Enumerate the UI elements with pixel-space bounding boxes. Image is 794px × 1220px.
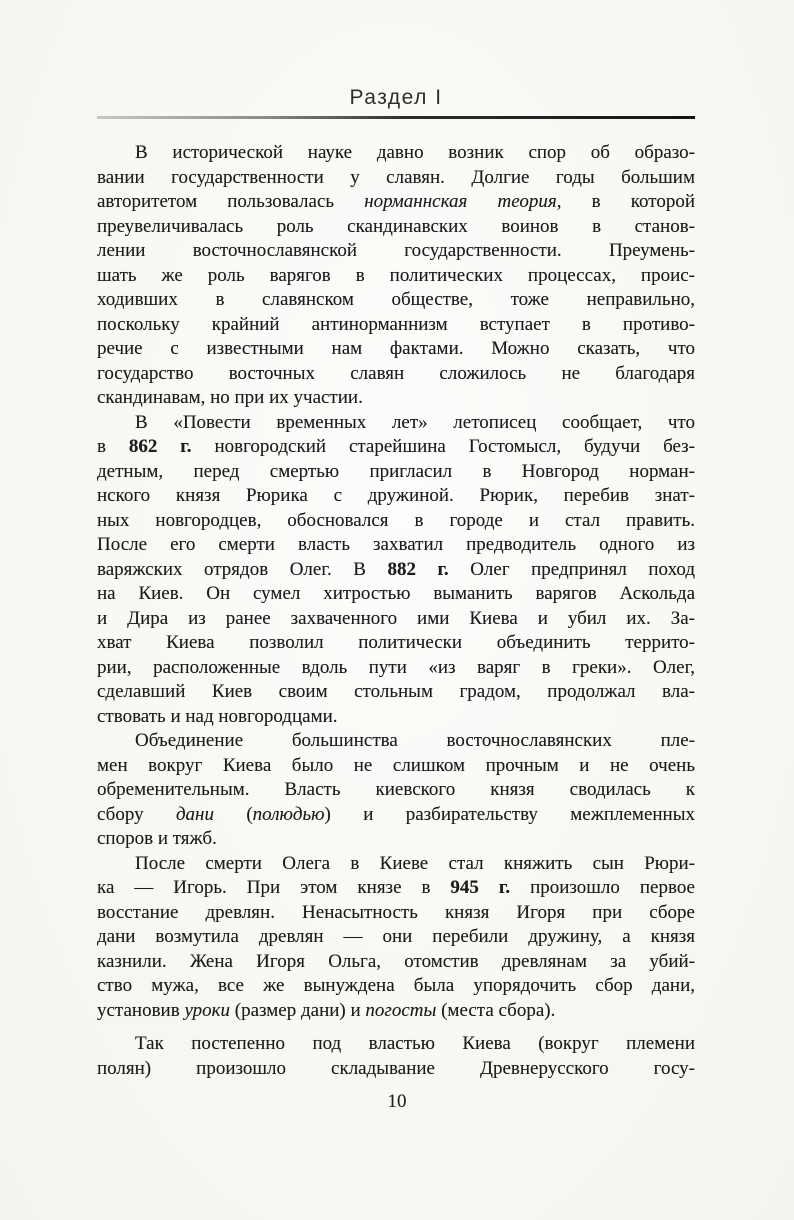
text-line <box>97 141 695 166</box>
text-line <box>97 1032 695 1057</box>
text-segment: , в которой <box>556 191 695 212</box>
text-segment: (размер дани) и <box>230 999 366 1021</box>
italic-term: погосты <box>365 999 437 1021</box>
text-segment: казнили. Жена Игоря Ольга, отомстив древлянам за убий- <box>97 950 695 972</box>
text-line <box>97 999 695 1024</box>
section-header: Раздел I <box>349 86 443 109</box>
text-segment: речие с известными нам фактами. Можно сказать, что <box>97 338 695 359</box>
text-segment: государство восточных славян сложилось не благодаря <box>97 362 695 384</box>
text-segment: Так постепенно под властью Киева (вокруг племени <box>135 1033 695 1054</box>
text-line <box>97 239 695 264</box>
text-line <box>97 876 695 901</box>
text-segment: споров и тяжб. <box>97 828 217 849</box>
text-segment: поскольку крайний антинорманнизм вступает в противо- <box>97 313 695 335</box>
text-line <box>97 582 695 607</box>
text-line <box>97 901 695 926</box>
text-segment: новгородский старейшина Гостомысл, будучи без- <box>191 436 695 457</box>
text-segment: ( <box>213 803 253 825</box>
text-line <box>97 974 695 999</box>
text-segment: ных новгородцев, обосновался в городе и стал править. <box>97 509 695 531</box>
text-line <box>97 1057 695 1082</box>
text-line <box>97 533 695 558</box>
text-segment: ходивших в славянском обществе, тоже неправильно, <box>97 289 695 310</box>
text-segment: ство мужа, все же вынуждена была упорядочить сбор дани, <box>97 975 695 996</box>
text-line <box>97 215 695 240</box>
text-line <box>97 778 695 803</box>
text-segment: Объединение большинства восточнославянских пле- <box>135 730 695 751</box>
paragraph <box>97 411 695 730</box>
italic-term: уроки <box>184 999 231 1021</box>
italic-term: полюдью <box>252 803 325 825</box>
text-line <box>97 362 695 387</box>
text-segment: В исторической науке давно возник спор об образо- <box>135 142 695 163</box>
text-segment: варяжских отрядов Олег. В <box>97 558 388 580</box>
text-segment: на Киев. Он сумел хитростью выманить варягов Аскольда <box>97 583 695 604</box>
text-segment: нского князя Рюрика с дружиной. Рюрик, перебив знат- <box>97 485 695 506</box>
text-segment: произошло первое <box>510 877 695 898</box>
text-line <box>97 680 695 705</box>
text-segment: вании государственности у славян. Долгие годы большим <box>97 166 695 188</box>
text-line <box>97 509 695 534</box>
text-segment: детным, перед смертью пригласил в Новгород норман- <box>97 460 695 482</box>
text-segment: (места сбора). <box>436 999 556 1021</box>
text-segment: рии, расположенные вдоль пути «из варяг в греки». Олег, <box>97 656 695 678</box>
text-segment: сбору <box>97 803 176 825</box>
text-segment: лении восточнославянской государственности. Преумень- <box>97 240 695 261</box>
text-line <box>97 435 695 460</box>
header-rule <box>97 116 695 119</box>
text-line <box>97 386 695 411</box>
italic-term: норманнская теория <box>364 191 557 212</box>
text-segment: мен вокруг Киева было не слишком прочным и не очень <box>97 754 695 776</box>
text-segment: В «Повести временных лет» летописец сообщает, что <box>135 411 695 433</box>
text-segment: сделавший Киев своим стольным градом, продолжал вла- <box>97 681 695 702</box>
text-line <box>97 631 695 656</box>
text-line <box>97 950 695 975</box>
italic-term: дани <box>175 803 214 825</box>
text-segment: ) и разбирательству межплеменных <box>324 803 695 825</box>
text-line <box>97 656 695 681</box>
text-line <box>97 852 695 877</box>
text-segment: в <box>97 436 129 457</box>
text-column <box>97 86 695 1081</box>
text-line <box>97 337 695 362</box>
text-line <box>97 803 695 828</box>
bold-date: 862 г. <box>128 436 192 457</box>
text-line <box>97 313 695 338</box>
text-line <box>97 729 695 754</box>
text-segment: После его смерти власть захватил предводитель одного из <box>97 534 695 555</box>
text-line <box>97 166 695 191</box>
paragraph <box>97 1032 695 1081</box>
text-segment: обременительным. Власть киевского князя сводилась к <box>97 779 695 800</box>
text-block <box>97 141 695 1081</box>
text-line <box>97 607 695 632</box>
text-line <box>97 190 695 215</box>
text-line <box>97 705 695 730</box>
text-segment: скандинавам, но при их участии. <box>97 387 363 408</box>
page-number: 10 <box>387 1091 407 1112</box>
text-line <box>97 264 695 289</box>
text-segment: преувеличивалась роль скандинавских воинов в станов- <box>97 215 695 237</box>
text-segment: установив <box>97 999 185 1021</box>
text-segment: Олег предпринял поход <box>448 558 695 580</box>
text-line <box>97 411 695 436</box>
paragraph <box>97 141 695 411</box>
text-segment: ствовать и над новгородцами. <box>97 705 338 727</box>
text-segment: шать же роль варягов в политических процессах, проис- <box>97 264 695 286</box>
text-segment: После смерти Олега в Киеве стал княжить сын Рюри- <box>135 852 695 874</box>
text-segment: полян) произошло складывание Древнерусского госу- <box>97 1057 695 1079</box>
text-segment: авторитетом пользовалась <box>97 191 365 212</box>
text-line <box>97 925 695 950</box>
text-line <box>97 460 695 485</box>
text-line <box>97 754 695 779</box>
paragraph <box>97 729 695 852</box>
text-line <box>97 288 695 313</box>
paragraph <box>97 852 695 1024</box>
text-segment: хват Киева позволил политически объединить террито- <box>97 632 695 653</box>
text-segment: восстание древлян. Ненасытность князя Игоря при сборе <box>97 901 695 923</box>
text-line <box>97 484 695 509</box>
text-segment: ка — Игорь. При этом князе в <box>97 877 451 898</box>
bold-date: 945 г. <box>450 877 511 898</box>
bold-date: 882 г. <box>387 558 449 580</box>
text-line <box>97 827 695 852</box>
text-segment: и Дира из ранее захваченного ими Киева и убил их. За- <box>97 607 695 629</box>
text-line <box>97 558 695 583</box>
text-segment: дани возмутила древлян — они перебили дружину, а князя <box>97 926 695 947</box>
